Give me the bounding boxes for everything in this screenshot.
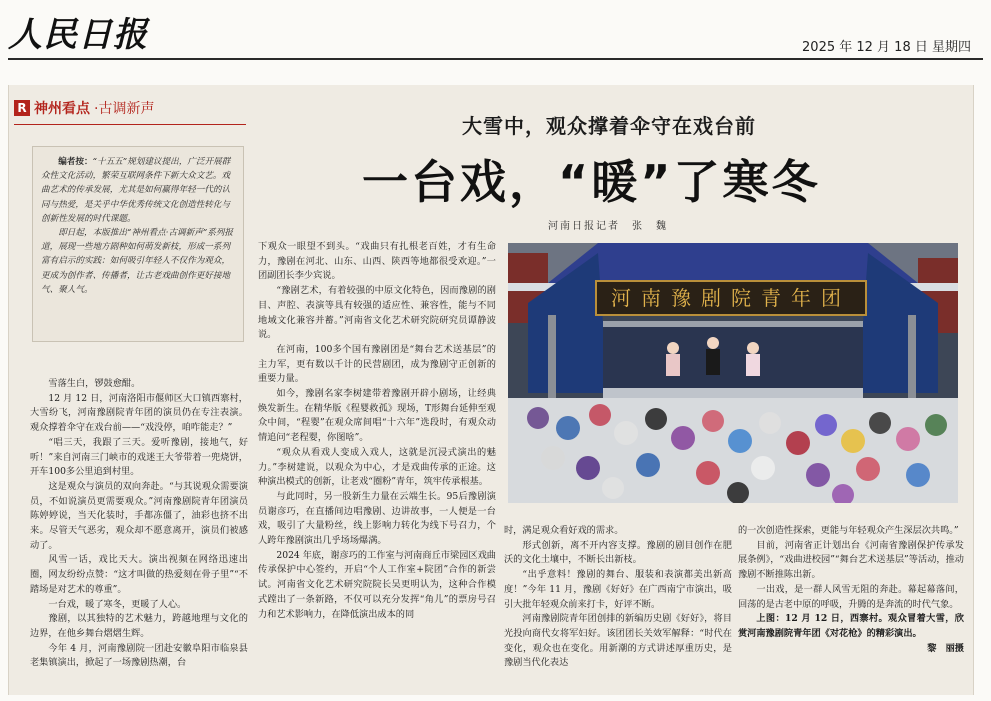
article-paragraph: 2024 年底，谢彦巧的工作室与河南商丘市梁园区戏曲传承保护中心签约，开启“个人工作室+院团”合作的新尝试。河南省文化艺术研究院院长吴更明认为，这种合作模式蹚出了一条新路，不仅可以充分发挥“角儿”的票房号召力和艺术影响力，在降低演出成本的同 [258,549,496,620]
column-header-rule [14,124,246,125]
newspaper-logo: 人民日报 [8,15,148,55]
article-column-3 [504,524,732,695]
column-subtitle: ·古调新声 [94,101,155,117]
article-paragraph: 这是观众与演员的双向奔赴。“与其说观众需要演员，不如说演员更需要观众。”河南豫剧院青年团演员陈婷婷说，当天化装时，手都冻僵了，油彩也挤不出来。尽管天气恶劣，观众却不愿意离开，演员们被感动了。 [30,480,248,551]
article-paragraph: 风雪一话，戏比天大。演出视频在网络迅速出圈，网友纷纷点赞：“这才叫做的热爱刻在骨子里”“不踏场是对艺术的尊重”。 [30,554,248,595]
column-badge-icon: R [14,100,30,116]
column-name: 神州看点 [34,101,90,117]
article-paragraph: 河南豫剧院青年团创排的新编历史剧《好好》，将目光投向商代女将军妇好。该团团长关效军解释：“时代在变化，观众也在变化。用新潮的方式讲述厚重历史，是豫剧当代化表达 [504,613,732,669]
masthead-rule [8,58,983,60]
article-paragraph: “豫剧艺术，有着较强的中原文化特色，因而豫剧的剧目、声腔、表演等具有较强的适应性、兼容性，能与不同地域文化兼容并蓄。”河南省文化艺术研究院研究员谭静波说。 [258,285,496,341]
photo-credit: 黎 丽摄 [927,642,964,654]
article-paragraph: “出乎意料！豫剧的舞台、服装和表演都美出新高度！”今年 11 月，豫剧《好好》在广西南宁市演出，吸引大批年轻观众前来打卡，好评不断。 [504,569,732,610]
editor-note-lead: 编者按： [58,157,93,167]
editor-note-paragraph: 即日起，本版推出“神州看点·古调新声”系列报道，展现一些地方剧种如何萌发新枝，形成一系列富有启示的实践：如何吸引年轻人不仅作为观众，更成为创作者、传播者，让古老戏曲创作更好接地气、聚人气。 [41,228,233,295]
article-paragraph: 形式创新，离不开内容支撑。豫剧的剧目创作在肥沃的文化土壤中，不断长出新枝。 [504,539,732,566]
article-paragraph: 在河南，100多个国有豫剧团是“舞台艺术送基层”的主力军，更有数以千计的民营剧团，成为豫剧守正创新的重要力量。 [258,343,496,385]
issue-date: 2025 年 12 月 18 日 星期四 [802,40,971,55]
article-paragraph: 目前，河南省正计划出台《河南省豫剧保护传承发展条例》，“戏曲进校园”“舞台艺术送基层”等活动，推动豫剧不断推陈出新。 [738,539,964,581]
article-paragraph: 12 月 12 日，河南洛阳市偃师区大口镇西寨村，大雪纷飞，河南豫剧院青年团的演员仍在专注表演。观众撑着伞守在戏台前——“戏没停，咱咋能走？” [30,392,248,434]
article-paragraph: 今年 4 月，河南豫剧院一团赴安徽阜阳市临泉县老集镇演出，掀起了一场豫剧热潮，台 [30,642,248,669]
article-paragraph: “观众从看戏人变成入戏人，这就是沉浸式演出的魅力。”李树建说，以观众为中心，才是戏曲传承的正途。这种演出模式的创新，让老戏“圈粉”青年，筑牢传承根基。 [258,446,496,488]
article-paragraph: 一台戏，暖了寒冬，更暖了人心。 [48,598,187,610]
article-headline: 一台戏，“暖”了寒冬 [362,155,821,209]
stage-banner: 河南豫剧院青年团 [611,286,851,310]
article-column-1 [30,377,248,695]
article-paragraph: 时，满足观众看好戏的需求。 [504,525,624,536]
article-column-4 [738,524,964,695]
news-photo [508,243,958,503]
article-paragraph: 与此同时，另一股新生力量在云端生长。95后豫剧演员谢彦巧，在直播间边唱豫剧、边讲故事，一人便是一台戏，吸引了大量粉丝，线上影响力转化为线下号召力，个人跨年豫剧演出几乎场场爆满。 [258,490,496,547]
editor-note [32,146,244,342]
article-paragraph: 下观众一眼望不到头。“戏曲只有扎根老百姓，才有生命力，豫剧在河北、山东、山西、陕西等地都很受欢迎。”一团副团长李少宾说。 [258,241,496,282]
article-paragraph: “唱三天，我跟了三天。爱听豫剧，接地气，好听！”来自河南三门峡市的戏迷王大爷带着一兜烧饼，开车100多公里追到村里。 [30,436,248,478]
article-paragraph: 如今，豫剧名家李树建带着豫剧开辟小剧场，让经典焕发新生。在精华版《程婴救孤》现场，T形舞台延伸至观众中间，“程婴”在观众席间唱“十六年”选段时，有观众动情追问“老程婴，你图啥”。 [258,388,496,444]
column-header [14,98,154,118]
photo-caption: 上图：12 月 12 日，西寨村。观众冒着大雪，欣赏河南豫剧院青年团《对花枪》的精彩演出。 [738,613,964,639]
article-kicker: 大雪中，观众撑着伞守在戏台前 [462,114,756,138]
editor-note-paragraph: 编者按：“十五五”规划建议提出，广泛开展群众性文化活动，繁荣互联网条件下新大众文艺。戏曲艺术的传承发展，尤其是如何赢得年轻一代的认同与热爱，是关乎中华优秀传统文化创造性转化与创新性发展的时代课题。 [41,157,231,224]
article-paragraph: 一出戏，是一群人风雪无阻的奔赴。幕起幕落间，回荡的是古老中原的呼吸，升腾的是奔流的时代气象。 [738,583,964,610]
masthead [0,0,991,60]
article-paragraph: 的一次创造性探索，更能与年轻观众产生深层次共鸣。” [738,525,959,536]
article-paragraph: 豫剧，以其独特的艺术魅力，跨越地理与文化的边界，在他乡舞台熠熠生辉。 [30,613,248,639]
article-paragraph: 雪落生白，锣鼓愈酣。 [48,378,141,389]
article-byline: 河南日报记者 张 魏 [548,221,668,232]
article-column-2 [258,240,496,695]
